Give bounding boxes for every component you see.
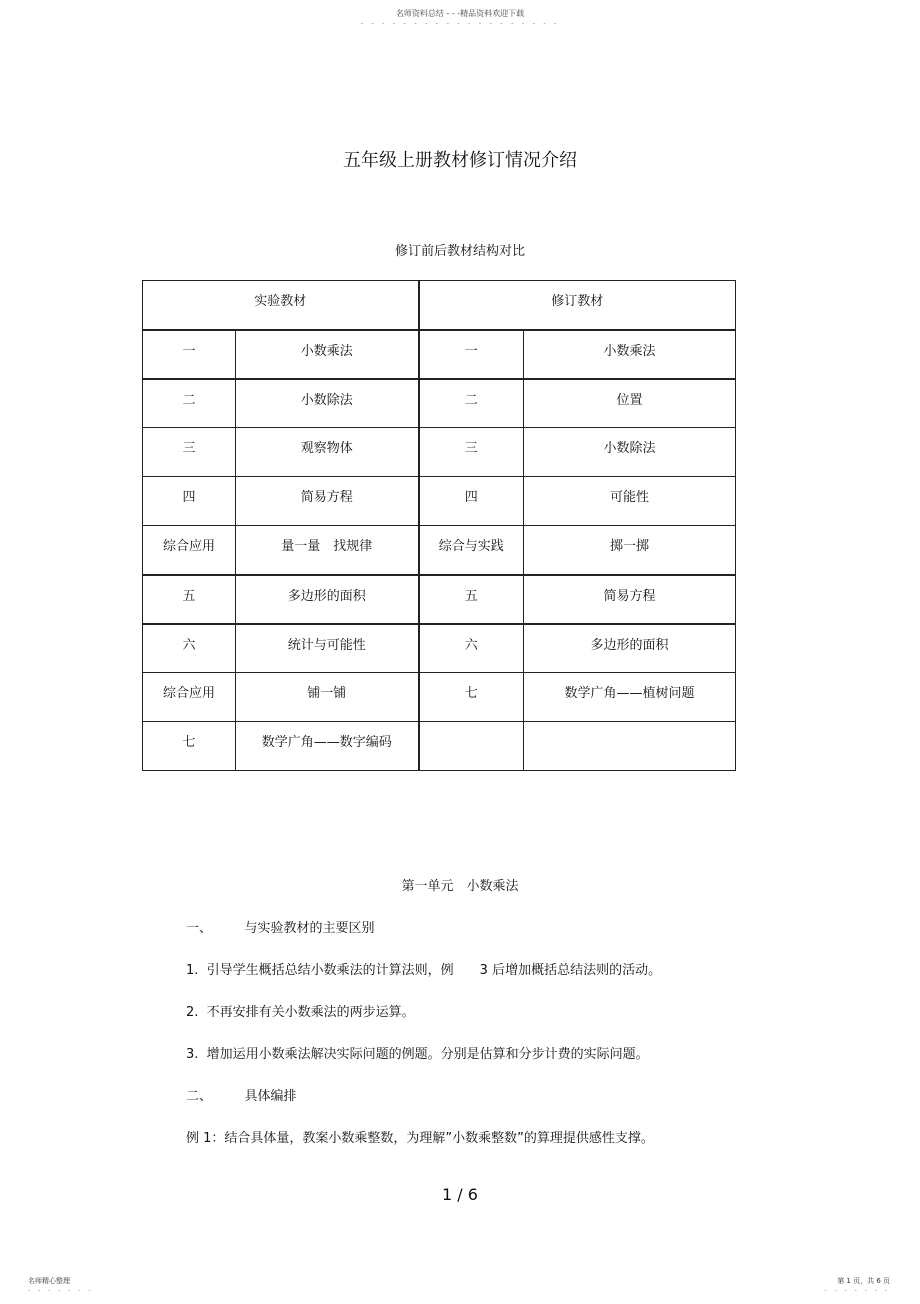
list-item: 3. 增加运用小数乘法解决实际问题的例题。分别是估算和分步计费的实际问题。 xyxy=(186,1047,649,1062)
document-title: 五年级上册教材修订情况介绍 xyxy=(343,150,577,171)
table-row xyxy=(143,477,736,526)
comparison-table xyxy=(142,280,736,771)
new-topic: 数学广角——植树问题 xyxy=(524,673,736,722)
old-topic: 量一量 找规律 xyxy=(236,526,419,575)
new-unit: 二 xyxy=(419,379,524,428)
list-item: 1. 引导学生概括总结小数乘法的计算法则，例 3 后增加概括总结法则的活动。 xyxy=(186,963,662,978)
old-unit: 六 xyxy=(143,624,236,673)
new-topic: 位置 xyxy=(524,379,736,428)
table-row xyxy=(143,526,736,575)
list-item: 2. 不再安排有关小数乘法的两步运算。 xyxy=(186,1005,415,1020)
new-unit: 四 xyxy=(419,477,524,526)
old-topic: 小数乘法 xyxy=(236,330,419,379)
table-row xyxy=(143,428,736,477)
footer-dots-left: - - - - - - - xyxy=(28,1287,94,1294)
old-unit: 五 xyxy=(143,575,236,624)
new-topic: 简易方程 xyxy=(524,575,736,624)
table-row xyxy=(143,379,736,428)
footer-page-info: 第 1 页，共 6 页 xyxy=(837,1277,890,1285)
table-row xyxy=(143,722,736,771)
new-unit xyxy=(419,722,524,771)
table-row xyxy=(143,624,736,673)
table-row xyxy=(143,330,736,379)
section-heading-differences: 一、 与实验教材的主要区别 xyxy=(186,921,375,936)
old-unit: 一 xyxy=(143,330,236,379)
new-unit: 五 xyxy=(419,575,524,624)
old-unit: 三 xyxy=(143,428,236,477)
table-row xyxy=(143,575,736,624)
section-heading-arrangement: 二、 具体编排 xyxy=(186,1089,297,1104)
new-unit: 一 xyxy=(419,330,524,379)
header-revised: 修订教材 xyxy=(419,281,736,330)
new-unit: 综合与实践 xyxy=(419,526,524,575)
header-note: 名师资料总结 - - -精品资料欢迎下载 xyxy=(395,9,525,18)
example-paragraph: 例 1：结合具体量，教案小数乘整数，为理解”小数乘整数”的算理提供感性支撑。 xyxy=(186,1131,654,1146)
old-topic: 统计与可能性 xyxy=(236,624,419,673)
old-unit: 二 xyxy=(143,379,236,428)
table-row xyxy=(143,673,736,722)
old-unit: 七 xyxy=(143,722,236,771)
page-number: 1 / 6 xyxy=(442,1185,478,1204)
table-caption: 修订前后教材结构对比 xyxy=(394,244,525,259)
new-unit: 三 xyxy=(419,428,524,477)
old-topic: 铺一铺 xyxy=(236,673,419,722)
footer-dots-right: - - - - - - - xyxy=(824,1287,890,1294)
new-topic xyxy=(524,722,736,771)
new-unit: 六 xyxy=(419,624,524,673)
old-topic: 观察物体 xyxy=(236,428,419,477)
old-unit: 综合应用 xyxy=(143,526,236,575)
unit-heading: 第一单元 小数乘法 xyxy=(401,879,519,894)
old-unit: 综合应用 xyxy=(143,673,236,722)
new-topic: 可能性 xyxy=(524,477,736,526)
new-topic: 多边形的面积 xyxy=(524,624,736,673)
header-dots: - - - - - - - - - - - - - - - - - - - xyxy=(360,20,560,28)
old-topic: 简易方程 xyxy=(236,477,419,526)
footer-left-note: 名师精心整理 xyxy=(28,1277,70,1285)
new-topic: 小数乘法 xyxy=(524,330,736,379)
new-topic: 掷一掷 xyxy=(524,526,736,575)
old-topic: 小数除法 xyxy=(236,379,419,428)
old-topic: 多边形的面积 xyxy=(236,575,419,624)
new-unit: 七 xyxy=(419,673,524,722)
table-header-row xyxy=(143,281,736,330)
old-topic: 数学广角——数字编码 xyxy=(236,722,419,771)
old-unit: 四 xyxy=(143,477,236,526)
header-experimental: 实验教材 xyxy=(143,281,419,330)
new-topic: 小数除法 xyxy=(524,428,736,477)
